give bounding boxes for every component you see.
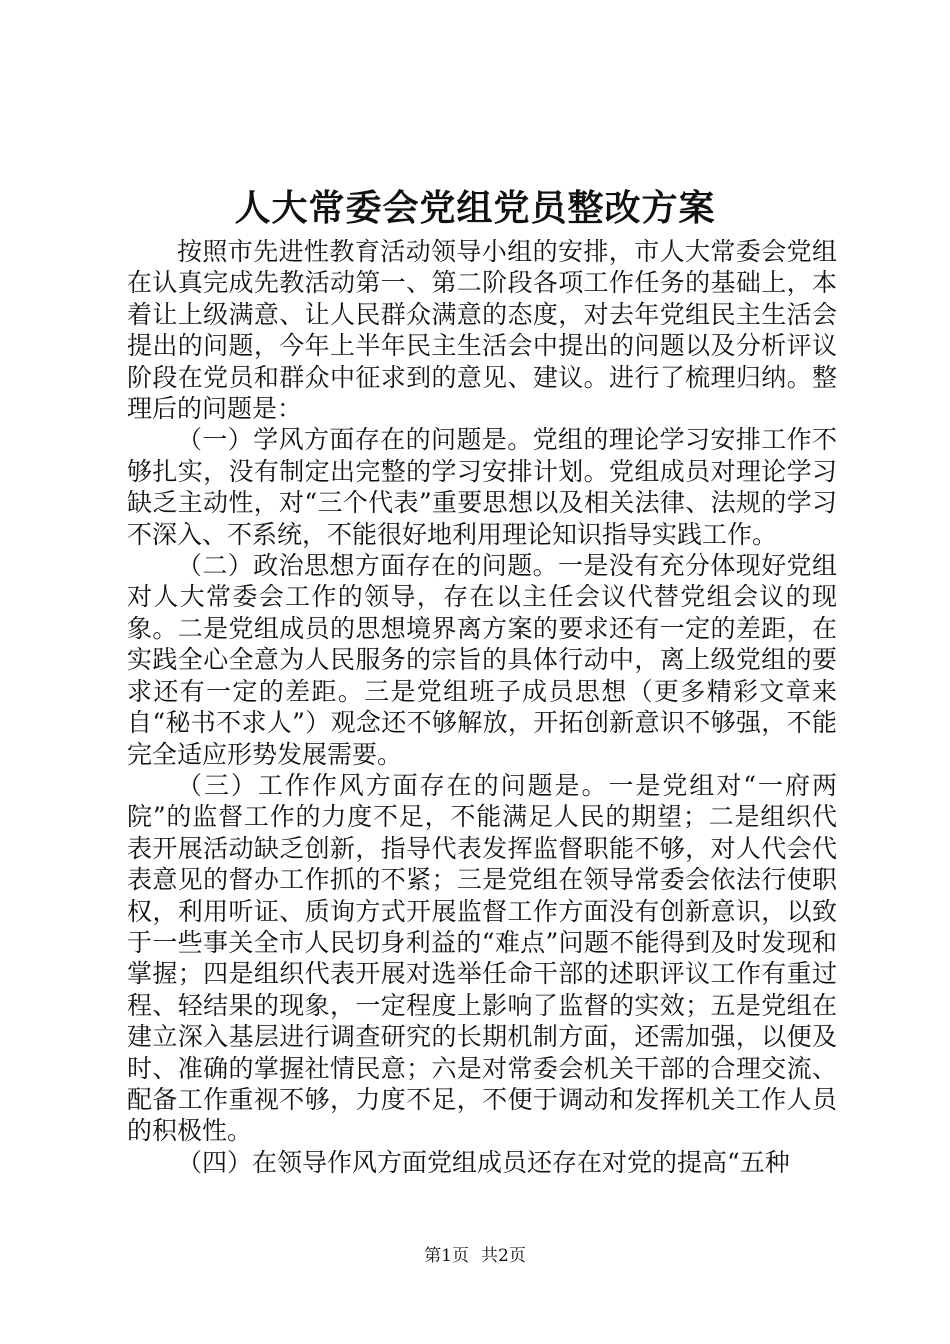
page-footer <box>0 1244 950 1268</box>
page-number: 第1页 <box>424 1246 469 1266</box>
paragraph-intro: 按照市先进性教育活动领导小组的安排，市人大常委会党组在认真完成先教活动第一、第二阶段各项工作任务的基础上，本着让上级满意、让人民群众满意的态度，对去年党组民主生活会提出的问题，今年上半年民主生活会中提出的问题以及分析评议阶段在党员和群众中征求到的意见、建议。进行了梳理归纳。整理后的问题是： <box>127 237 837 424</box>
paragraph-section-3: （三）工作作风方面存在的问题是。一是党组对“一府两院”的监督工作的力度不足，不能满足人民的期望；二是组织代表开展活动缺乏创新，指导代表发挥监督职能不够，对人代会代表意见的督办工作抓的不紧；三是党组在领导常委会依法行使职权，利用听证、质询方式开展监督工作方面没有创新意识，以致于一些事关全市人民切身利益的“难点”问题不能得到及时发现和掌握；四是组织代表开展对选举任命干部的述职评议工作有重过程、轻结果的现象，一定程度上影响了监督的实效；五是党组在建立深入基层进行调查研究的长期机制方面，还需加强，以便及时、准确的掌握社情民意；六是对常委会机关干部的合理交流、配备工作重视不够，力度不足，不便于调动和发挥机关工作人员的积极性。 <box>127 770 837 1146</box>
paragraph-section-2: （二）政治思想方面存在的问题。一是没有充分体现好党组对人大常委会工作的领导，存在以主任会议代替党组会议的现象。二是党组成员的思想境界离方案的要求还有一定的差距，在实践全心全意为人民服务的宗旨的具体行动中，离上级党组的要求还有一定的差距。三是党组班子成员思想（更多精彩文章来自“秘书不求人”）观念还不够解放，开拓创新意识不够强，不能完全适应形势发展需要。 <box>127 551 837 769</box>
document-body <box>127 236 837 1178</box>
paragraph-section-1: （一）学风方面存在的问题是。党组的理论学习安排工作不够扎实，没有制定出完整的学习安排计划。党组成员对理论学习缺乏主动性，对“三个代表”重要思想以及相关法律、法规的学习不深入、不系统，不能很好地利用理论知识指导实践工作。 <box>127 425 837 549</box>
document-title: 人大常委会党组党员整改方案 <box>234 188 716 229</box>
page-total: 共2页 <box>481 1246 526 1266</box>
paragraph-section-4: （四）在领导作风方面党组成员还存在对党的提高“五种 <box>177 1147 790 1177</box>
